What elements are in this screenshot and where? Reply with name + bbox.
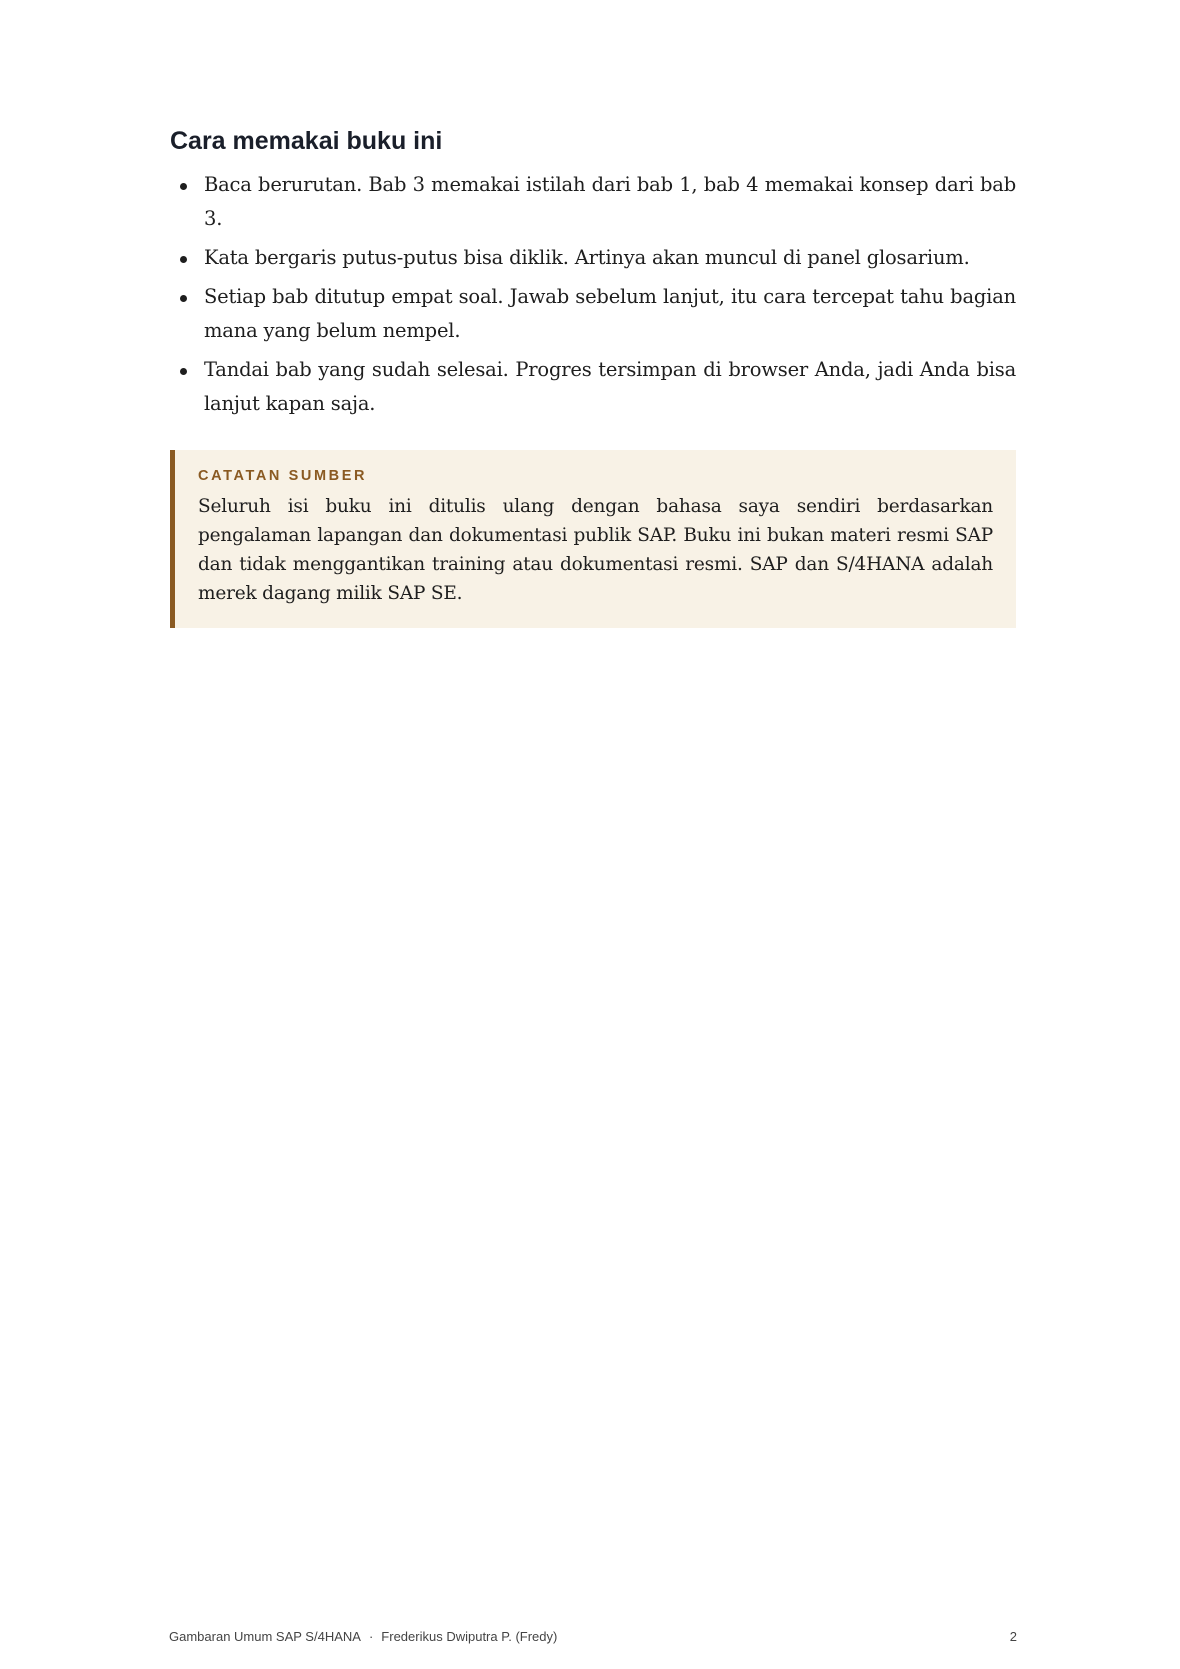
list-item-text: Tandai bab yang sudah selesai. Progres tersimpan di browser Anda, jadi Anda bisa lanjut kapan saja. — [204, 358, 1016, 415]
footer-separator: · — [368, 1629, 374, 1644]
source-note-body: Seluruh isi buku ini ditulis ulang dengan bahasa saya sendiri berdasarkan pengalaman lapangan dan dokumentasi publik SAP. Buku ini bukan materi resmi SAP dan tidak menggantikan training atau dokumentasi resmi. SAP dan S/4HANA adalah merek dagang milik SAP SE. — [198, 496, 993, 604]
bullet-icon — [180, 295, 187, 302]
usage-list — [170, 168, 1016, 421]
source-note-label: CATATAN SUMBER — [198, 468, 368, 484]
list-item-text: Baca berurutan. Bab 3 memakai istilah dari bab 1, bab 4 memakai konsep dari bab 3. — [204, 173, 1016, 230]
source-note-callout — [170, 450, 1016, 628]
section-title: Cara memakai buku ini — [170, 127, 443, 155]
footer-left — [169, 1629, 557, 1644]
list-item-text: Kata bergaris putus-putus bisa diklik. Artinya akan muncul di panel glosarium. — [204, 246, 970, 269]
page-footer — [169, 1629, 1017, 1644]
list-item — [170, 168, 1016, 236]
list-item-text: Setiap bab ditutup empat soal. Jawab sebelum lanjut, itu cara tercepat tahu bagian mana yang belum nempel. — [204, 285, 1016, 342]
bullet-icon — [180, 368, 187, 375]
footer-author: Frederikus Dwiputra P. (Fredy) — [381, 1629, 558, 1644]
footer-book-title: Gambaran Umum SAP S/4HANA — [169, 1629, 361, 1644]
page-number: 2 — [1009, 1629, 1017, 1644]
list-item — [170, 280, 1016, 348]
list-item — [170, 241, 1016, 275]
bullet-icon — [180, 183, 187, 190]
page-content — [170, 126, 1016, 628]
list-item — [170, 353, 1016, 421]
bullet-icon — [180, 256, 187, 263]
